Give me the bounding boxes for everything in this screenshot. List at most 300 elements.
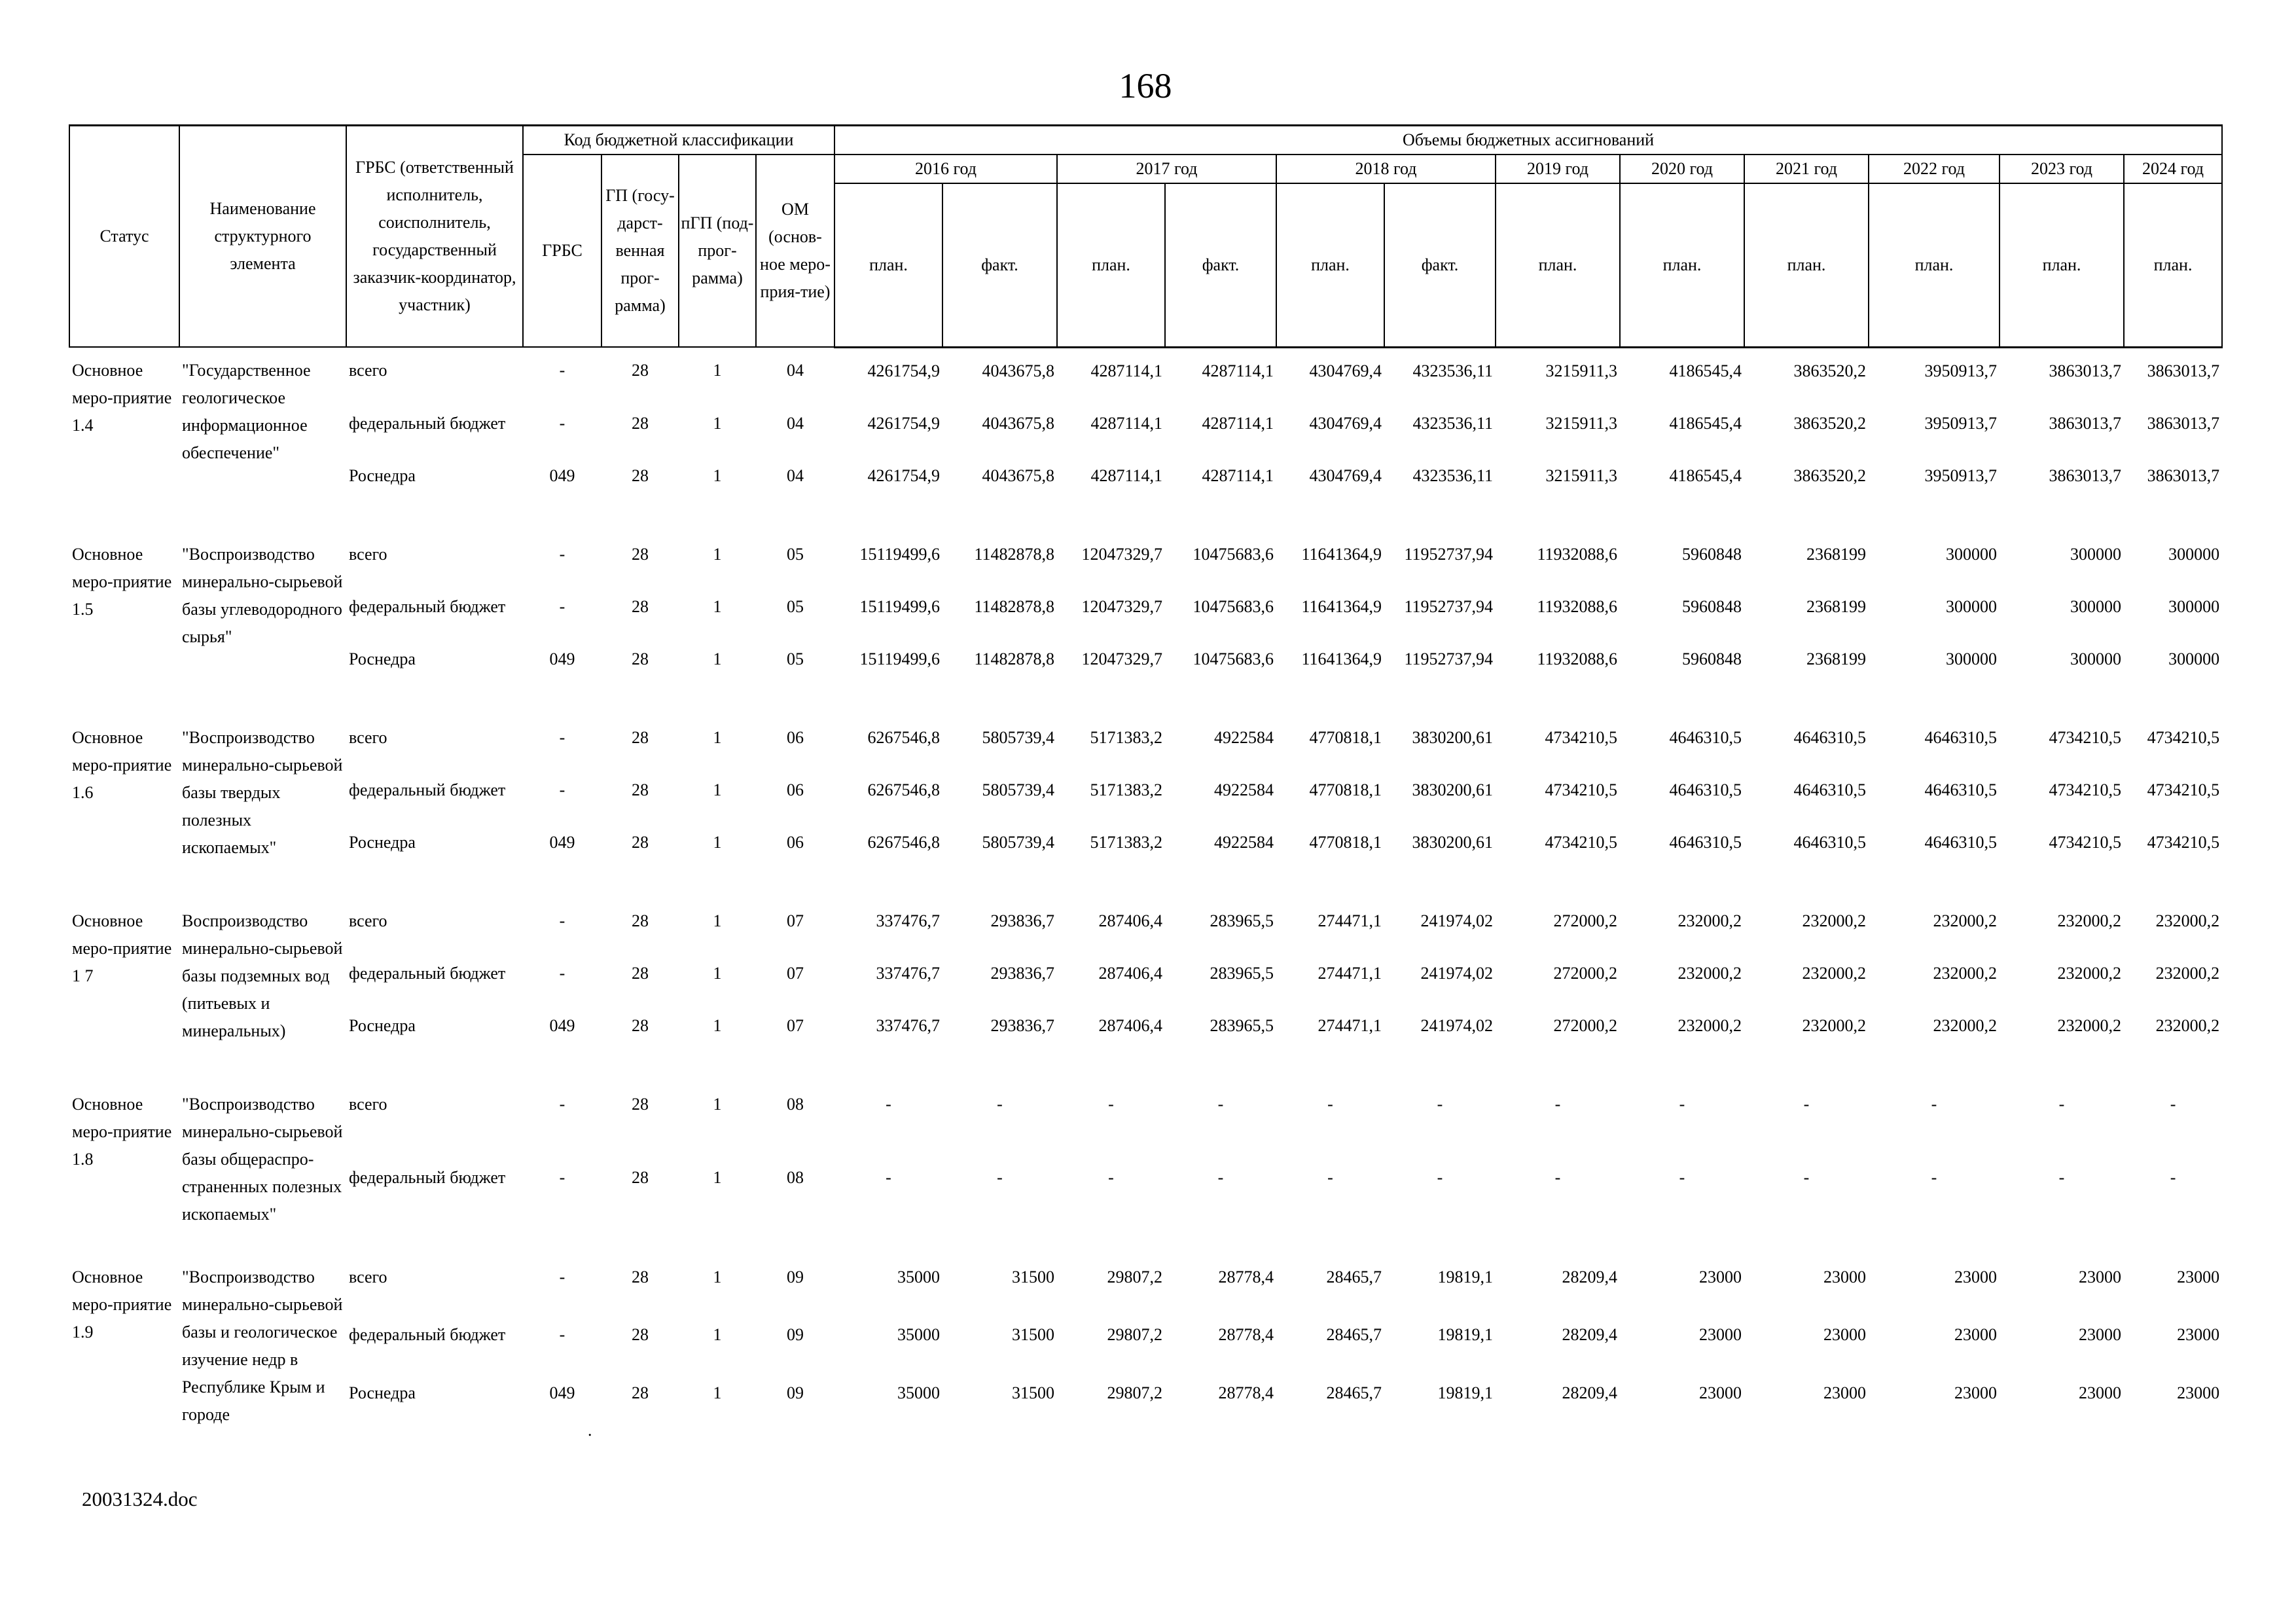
row-code-om: 07 [787,911,804,930]
row-value: 23000 [1954,1325,1997,1345]
row-code-grbs: 049 [549,1383,575,1402]
row-code-om: 05 [787,649,804,668]
row-code-om: 04 [787,413,804,433]
header-plan: план. [1276,183,1384,347]
row-value: 23000 [2177,1325,2220,1345]
row-value: 4043675,8 [982,465,1054,485]
row-value: 11952737,94 [1404,596,1493,616]
row-value: 29807,2 [1107,1383,1162,1402]
row-value: 23000 [2177,1383,2220,1402]
row-value: - [886,1094,891,1114]
table-row [69,767,2222,820]
row-value: - [2170,1167,2176,1187]
row-code-pgp: 1 [713,1325,722,1345]
row-value: 10475683,6 [1193,596,1274,616]
row-code-gp: 28 [632,465,649,485]
row-value: 300000 [2168,544,2220,564]
spacer-cell [69,872,2222,898]
row-code-pgp: 1 [713,727,722,747]
row-value: 3863013,7 [2049,413,2121,433]
row-code-pgp: 1 [713,649,722,668]
row-value: 15119499,6 [859,544,940,564]
row-code-grbs: 049 [549,465,575,485]
row-value: 287406,4 [1098,963,1162,983]
row-value: 287406,4 [1098,911,1162,930]
row-value: 3863520,2 [1793,413,1866,433]
row-value: 4922584 [1214,780,1274,799]
row-value: 293836,7 [990,911,1054,930]
row-value: 19819,1 [1437,1267,1493,1286]
table-row [69,453,2222,505]
row-value: 4734210,5 [2049,727,2121,747]
row-value: 28778,4 [1218,1267,1274,1286]
table-row [69,1312,2222,1370]
table-row [69,1082,2222,1155]
row-value: - [1437,1094,1443,1114]
row-value: 4646310,5 [1669,832,1742,852]
row-value: 6267546,8 [867,832,940,852]
row-value: - [1108,1167,1114,1187]
spacer-row [69,1228,2222,1254]
row-code-gp: 28 [632,780,649,799]
row-value: 4646310,5 [1793,780,1866,799]
row-element-name: "Воспроизводство минерально-сырьевой базы и геологическое изучение недр в Республике Крым и городе [182,1267,343,1424]
row-code-gp: 28 [632,361,649,380]
row-status: Основное меро-приятие 1.5 [72,544,172,619]
row-value: 283965,5 [1210,963,1274,983]
row-value: 232000,2 [2155,1015,2220,1035]
header-year: 2018 год [1276,155,1496,183]
row-code-gp: 28 [632,596,649,616]
row-value: - [997,1167,1003,1187]
row-code-om: 06 [787,832,804,852]
row-value: - [1327,1167,1333,1187]
row-value: 241974,02 [1420,1015,1493,1035]
row-value: 300000 [1946,649,1997,668]
table-row [69,951,2222,1003]
row-funding-source: всего [349,544,387,564]
row-code-gp: 28 [632,649,649,668]
table-row [69,401,2222,453]
row-value: 31500 [1012,1267,1054,1286]
row-code-gp: 28 [632,1383,649,1402]
row-value: 293836,7 [990,963,1054,983]
row-code-om: 07 [787,963,804,983]
row-value: 3215911,3 [1545,413,1617,433]
header-year: 2022 год [1869,155,2000,183]
table-row [69,1254,2222,1313]
row-code-pgp: 1 [713,361,722,380]
row-code-om: 09 [787,1267,804,1286]
table-row [69,898,2222,951]
row-status: Основное меро-приятие 1.4 [72,361,172,435]
row-value: 4261754,9 [867,465,940,485]
row-value: 23000 [1823,1325,1866,1345]
row-value: 28209,4 [1562,1267,1617,1286]
row-value: 272000,2 [1553,911,1617,930]
row-value: 232000,2 [1933,1015,1997,1035]
row-value: - [1217,1094,1224,1114]
row-code-om: 06 [787,727,804,747]
row-value: 11641364,9 [1301,544,1382,564]
footer-filename: 20031324.doc [82,1487,198,1510]
row-value: 241974,02 [1420,963,1493,983]
row-code-gp: 28 [632,1094,649,1114]
row-value: 272000,2 [1553,963,1617,983]
row-value: 232000,2 [1802,1015,1866,1035]
row-value: - [2170,1094,2176,1114]
row-value: 12047329,7 [1081,544,1162,564]
row-value: 5171383,2 [1090,780,1162,799]
row-funding-source: всего [349,911,387,930]
row-value: 2368199 [1806,544,1866,564]
row-value: 3830200,61 [1412,832,1493,852]
row-code-grbs: - [559,1325,565,1345]
row-value: 10475683,6 [1193,649,1274,668]
row-value: 29807,2 [1107,1267,1162,1286]
row-value: 232000,2 [2155,911,2220,930]
row-value: 241974,02 [1420,911,1493,930]
row-code-pgp: 1 [713,1267,722,1286]
row-value: 11482878,8 [974,544,1054,564]
row-value: 3863013,7 [2147,413,2220,433]
row-funding-source: федеральный бюджет [349,1325,506,1345]
row-value: 23000 [2177,1267,2220,1286]
row-value: 4646310,5 [1924,727,1997,747]
row-code-grbs: - [559,413,565,433]
spacer-row [69,1429,2222,1455]
row-value: - [1931,1094,1937,1114]
row-value: 28465,7 [1326,1383,1382,1402]
row-value: 4287114,1 [1202,413,1274,433]
row-value: 35000 [897,1325,940,1345]
stray-mark: . [588,1421,592,1440]
row-code-grbs: 049 [549,1015,575,1035]
header-plan: план. [1496,183,1620,347]
row-funding-source: Роснедра [349,465,416,485]
row-value: 232000,2 [1802,963,1866,983]
row-value: 28209,4 [1562,1325,1617,1345]
header-year: 2017 год [1057,155,1276,183]
row-code-gp: 28 [632,413,649,433]
row-funding-source: всего [349,727,387,747]
row-value: 3215911,3 [1545,361,1617,380]
row-value: 4734210,5 [2147,832,2220,852]
row-value: 11932088,6 [1537,596,1617,616]
row-value: 4734210,5 [1545,780,1617,799]
row-value: 4646310,5 [1793,727,1866,747]
row-element-name: Воспроизводство минерально-сырьевой базы подземных вод (питьевых и минеральных) [182,911,343,1040]
row-funding-source: Роснедра [349,649,416,668]
row-code-grbs: - [559,544,565,564]
row-code-pgp: 1 [713,1094,722,1114]
row-value: 3950913,7 [1924,413,1997,433]
row-value: 5960848 [1682,649,1742,668]
row-value: 15119499,6 [859,596,940,616]
row-value: 11482878,8 [974,649,1054,668]
row-value: 337476,7 [876,1015,940,1035]
budget-table [69,124,2223,1455]
row-value: 232000,2 [2057,911,2121,930]
row-value: 35000 [897,1383,940,1402]
row-value: 3863013,7 [2049,361,2121,380]
row-value: 23000 [2079,1267,2121,1286]
row-value: 4646310,5 [1924,780,1997,799]
row-value: 4646310,5 [1924,832,1997,852]
row-value: 4734210,5 [1545,832,1617,852]
row-value: 4043675,8 [982,361,1054,380]
row-code-gp: 28 [632,544,649,564]
row-code-om: 08 [787,1167,804,1187]
row-value: 4323536,11 [1412,465,1493,485]
row-value: 19819,1 [1437,1325,1493,1345]
row-value: 4287114,1 [1202,465,1274,485]
row-code-gp: 28 [632,1015,649,1035]
row-value: 11932088,6 [1537,649,1617,668]
row-value: 3863520,2 [1793,465,1866,485]
table-row [69,1155,2222,1228]
row-funding-source: Роснедра [349,832,416,852]
row-code-om: 06 [787,780,804,799]
row-code-pgp: 1 [713,963,722,983]
header-plan: план. [1620,183,1744,347]
header-budget-code: Код бюджетной классификации [523,126,834,155]
header-year: 2019 год [1496,155,1620,183]
row-value: 4287114,1 [1202,361,1274,380]
row-code-om: 07 [787,1015,804,1035]
row-value: - [2058,1167,2065,1187]
row-value: 4323536,11 [1412,413,1493,433]
table-body [69,347,2222,1455]
row-code-gp: 28 [632,1167,649,1187]
header-year: 2020 год [1620,155,1744,183]
row-value: 337476,7 [876,963,940,983]
row-code-grbs: - [559,911,565,930]
row-value: 232000,2 [1677,963,1742,983]
row-code-om: 09 [787,1383,804,1402]
row-code-pgp: 1 [713,1015,722,1035]
row-value: 4304769,4 [1309,361,1382,380]
row-value: 11952737,94 [1404,544,1493,564]
row-value: 11932088,6 [1537,544,1617,564]
row-code-gp: 28 [632,727,649,747]
row-value: 4261754,9 [867,361,940,380]
row-value: 5960848 [1682,544,1742,564]
header-grbs-responsible: ГРБС (ответственный исполнитель, соисполнитель, государственный заказчик-координатор, участник) [346,126,523,348]
table-row [69,584,2222,636]
header-status: Статус [69,126,179,348]
spacer-cell [69,1228,2222,1254]
row-code-grbs: 049 [549,832,575,852]
row-value: 23000 [1699,1383,1742,1402]
row-code-om: 04 [787,361,804,380]
row-code-gp: 28 [632,832,649,852]
header-fact: факт. [942,183,1057,347]
table-row [69,532,2222,584]
row-value: 232000,2 [2057,1015,2121,1035]
row-value: 4186545,4 [1669,361,1742,380]
row-value: 12047329,7 [1081,649,1162,668]
row-value: 232000,2 [1677,1015,1742,1035]
row-value: 300000 [2168,649,2220,668]
row-funding-source: федеральный бюджет [349,780,506,799]
row-value: 10475683,6 [1193,544,1274,564]
row-funding-source: федеральный бюджет [349,963,506,983]
row-funding-source: Роснедра [349,1383,416,1402]
row-value: 300000 [1946,596,1997,616]
row-code-pgp: 1 [713,596,722,616]
row-value: 3830200,61 [1412,727,1493,747]
spacer-cell [69,689,2222,715]
row-value: - [1679,1167,1685,1187]
header-year: 2021 год [1744,155,1869,183]
header-plan: план. [1057,183,1165,347]
row-funding-source: федеральный бюджет [349,413,506,433]
row-value: 4646310,5 [1793,832,1866,852]
row-value: 23000 [1823,1383,1866,1402]
row-code-grbs: - [559,596,565,616]
row-value: 31500 [1012,1383,1054,1402]
row-value: 4734210,5 [2049,780,2121,799]
header-code-gp: ГП (госу-дарст-венная прог-рамма) [601,155,679,347]
row-value: 232000,2 [2057,963,2121,983]
table-row [69,636,2222,689]
row-status: Основное меро-приятие 1.8 [72,1094,172,1169]
row-value: 28778,4 [1218,1383,1274,1402]
row-value: 4734210,5 [2147,727,2220,747]
spacer-cell [69,1429,2222,1455]
row-value: 4323536,11 [1412,361,1493,380]
row-value: - [997,1094,1003,1114]
row-value: 3863013,7 [2147,465,2220,485]
row-value: 35000 [897,1267,940,1286]
row-value: 300000 [2070,649,2121,668]
row-value: 232000,2 [1933,911,1997,930]
row-value: 4770818,1 [1309,727,1382,747]
header-fact: факт. [1165,183,1276,347]
row-element-name: "Воспроизводство минерально-сырьевой базы углеводородного сырья" [182,544,343,646]
row-value: 3950913,7 [1924,361,1997,380]
table-row [69,820,2222,872]
row-value: 3863013,7 [2147,361,2220,380]
table-row [69,347,2222,401]
header-plan: план. [834,183,942,347]
row-value: 11641364,9 [1301,596,1382,616]
table-row [69,1370,2222,1429]
row-value: 3215911,3 [1545,465,1617,485]
row-value: 5805739,4 [982,832,1054,852]
header-code-pgp: пГП (под-прог-рамма) [679,155,756,347]
row-value: 274471,1 [1318,963,1382,983]
row-value: 12047329,7 [1081,596,1162,616]
row-code-grbs: - [559,361,565,380]
row-value: 300000 [2070,596,2121,616]
row-status: Основное меро-приятие 1 7 [72,911,172,985]
row-value: 4304769,4 [1309,413,1382,433]
row-value: 283965,5 [1210,1015,1274,1035]
table-header [69,126,2222,348]
row-value: 337476,7 [876,911,940,930]
row-value: 23000 [2079,1383,2121,1402]
row-value: 5960848 [1682,596,1742,616]
row-value: 19819,1 [1437,1383,1493,1402]
header-plan: план. [1744,183,1869,347]
row-value: 3863013,7 [2049,465,2121,485]
row-value: 232000,2 [1677,911,1742,930]
row-value: 4287114,1 [1090,361,1162,380]
row-value: 274471,1 [1318,1015,1382,1035]
row-value: 232000,2 [2155,963,2220,983]
row-element-name: "Государственное геологическое информационное обеспечение" [182,361,311,462]
spacer-row [69,505,2222,532]
row-value: 15119499,6 [859,649,940,668]
row-value: - [1803,1167,1810,1187]
row-value: 11641364,9 [1301,649,1382,668]
row-value: 23000 [1954,1383,1997,1402]
row-value: 293836,7 [990,1015,1054,1035]
row-element-name: "Воспроизводство минерально-сырьевой базы твердых полезных ископаемых" [182,727,343,857]
row-code-gp: 28 [632,963,649,983]
row-value: 4734210,5 [2049,832,2121,852]
row-code-grbs: - [559,1167,565,1187]
row-value: 4186545,4 [1669,465,1742,485]
row-code-pgp: 1 [713,544,722,564]
row-code-grbs: - [559,780,565,799]
row-value: 300000 [1946,544,1997,564]
header-plan: план. [1869,183,2000,347]
row-value: 2368199 [1806,596,1866,616]
row-code-grbs: - [559,727,565,747]
row-value: 300000 [2168,596,2220,616]
row-value: 272000,2 [1553,1015,1617,1035]
row-value: 11482878,8 [974,596,1054,616]
row-code-om: 05 [787,544,804,564]
row-code-pgp: 1 [713,413,722,433]
row-value: - [1327,1094,1333,1114]
row-value: - [2058,1094,2065,1114]
row-funding-source: Роснедра [349,1015,416,1035]
spacer-row [69,872,2222,898]
row-value: 28465,7 [1326,1325,1382,1345]
header-name: Наименование структурного элемента [179,126,346,348]
row-value: 4287114,1 [1090,465,1162,485]
row-code-grbs: - [559,963,565,983]
header-plan: план. [2124,183,2222,347]
header-budget-volumes: Объемы бюджетных ассигнований [834,126,2222,155]
row-value: 287406,4 [1098,1015,1162,1035]
row-value: 4770818,1 [1309,832,1382,852]
row-value: - [1108,1094,1114,1114]
row-code-pgp: 1 [713,1167,722,1187]
row-value: 3830200,61 [1412,780,1493,799]
row-code-pgp: 1 [713,832,722,852]
row-value: 4304769,4 [1309,465,1382,485]
row-status: Основное меро-приятие 1.9 [72,1267,172,1341]
row-value: 2368199 [1806,649,1866,668]
row-value: 4261754,9 [867,413,940,433]
row-value: 28778,4 [1218,1325,1274,1345]
row-code-pgp: 1 [713,465,722,485]
row-value: 4646310,5 [1669,780,1742,799]
row-value: 5171383,2 [1090,727,1162,747]
row-code-om: 08 [787,1094,804,1114]
row-code-grbs: 049 [549,649,575,668]
spacer-row [69,689,2222,715]
header-fact: факт. [1384,183,1496,347]
row-code-pgp: 1 [713,911,722,930]
row-value: 11952737,94 [1404,649,1493,668]
row-value: 300000 [2070,544,2121,564]
